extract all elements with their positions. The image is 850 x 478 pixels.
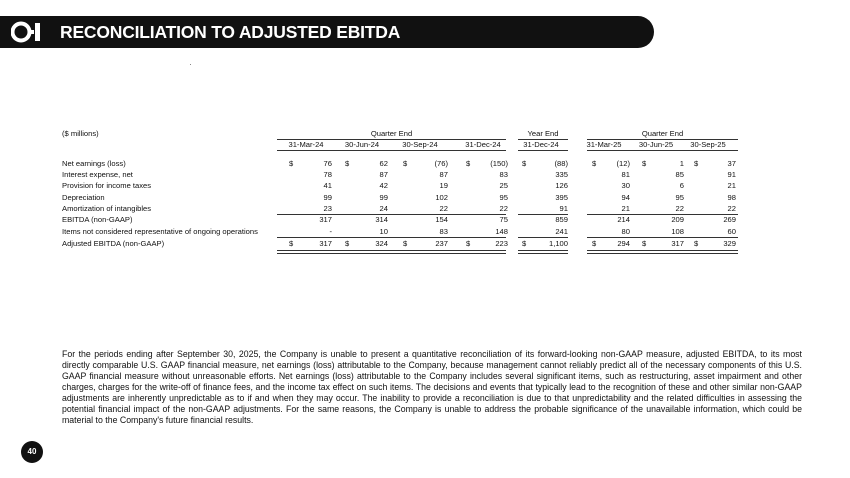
- group-header: Quarter End: [370, 129, 413, 138]
- table-cell: 30: [621, 181, 630, 190]
- column-header: 30-Sep-24: [402, 140, 438, 149]
- table-cell: 75: [499, 215, 508, 224]
- currency-symbol: $: [403, 239, 408, 248]
- table-cell: 91: [727, 170, 736, 179]
- table-cell: 317: [319, 239, 332, 248]
- table-cell: 1,100: [548, 239, 568, 248]
- currency-symbol: $: [522, 239, 527, 248]
- table-cell: 24: [379, 204, 388, 213]
- table-cell: 6: [679, 181, 684, 190]
- column-header: 31-Mar-25: [586, 140, 622, 149]
- table-cell: 859: [555, 215, 568, 224]
- table-cell: 269: [723, 215, 736, 224]
- table-cell: 317: [319, 215, 332, 224]
- table-cell: (88): [554, 159, 568, 168]
- currency-symbol: $: [642, 239, 647, 248]
- table-cell: 10: [379, 227, 388, 236]
- table-cell: (76): [434, 159, 448, 168]
- page-title: RECONCILIATION TO ADJUSTED EBITDA: [60, 22, 401, 42]
- unit-label: ($ millions): [62, 129, 99, 138]
- column-header: 31-Dec-24: [465, 140, 501, 149]
- currency-symbol: $: [403, 159, 408, 168]
- row-label: Amortization of intangibles: [62, 204, 152, 213]
- table-cell: 102: [435, 193, 448, 202]
- table-cell: 22: [439, 204, 448, 213]
- column-header: 30-Jun-24: [344, 140, 380, 149]
- table-cell: (12): [616, 159, 630, 168]
- table-cell: 126: [555, 181, 568, 190]
- table-cell: 294: [617, 239, 630, 248]
- row-label: Interest expense, net: [62, 170, 133, 179]
- table-cell: 99: [379, 193, 388, 202]
- currency-symbol: $: [522, 159, 527, 168]
- table-cell: 1: [679, 159, 684, 168]
- table-cell: 241: [555, 227, 568, 236]
- currency-symbol: $: [466, 239, 471, 248]
- table-cell: 21: [621, 204, 630, 213]
- column-header: 30-Jun-25: [638, 140, 674, 149]
- table-cell: 60: [727, 227, 736, 236]
- table-cell: 237: [435, 239, 448, 248]
- table-cell: 41: [323, 181, 332, 190]
- currency-symbol: $: [592, 159, 597, 168]
- table-cell: 395: [555, 193, 568, 202]
- table-cell: -: [329, 227, 332, 236]
- row-label: Depreciation: [62, 193, 105, 202]
- total-rule: [277, 237, 506, 238]
- table-cell: 324: [375, 239, 388, 248]
- table-cell: 214: [617, 215, 630, 224]
- table-cell: 83: [439, 227, 448, 236]
- table-cell: 87: [379, 170, 388, 179]
- currency-symbol: $: [694, 159, 699, 168]
- table-cell: 80: [621, 227, 630, 236]
- table-cell: 87: [439, 170, 448, 179]
- currency-symbol: $: [592, 239, 597, 248]
- table-cell: 42: [379, 181, 388, 190]
- table-cell: 91: [559, 204, 568, 213]
- table-cell: 154: [435, 215, 448, 224]
- double-underline: [587, 250, 738, 254]
- total-rule: [518, 237, 568, 238]
- table-cell: 99: [323, 193, 332, 202]
- group-header: Quarter End: [641, 129, 684, 138]
- table-cell: 98: [727, 193, 736, 202]
- forward-looking-note: For the periods ending after September 30, 2025, the Company is unable to present a quantitative reconciliation of its forward-looking non-GAAP measure, adjusted EBITDA, to its most directly comparable U.S. GAAP financial measure, net earnings (loss) attributable to the Company, because management cannot reliably predict all of the necessary components of this U.S. GAAP financial measure without unreasonable efforts. Net earnings (loss) attributable to the Company includes several significant items, such as restructuring, asset impairment and other charges, charges for the write-off of finance fees, and the income tax effect on such items. The decisions and events that typically lead to the recognition of these and other similar non-GAAP adjustments are inherently unpredictable as to if and when they may occur. The inability to provide a reconciliation is due to that unpredictability and the related difficulties in assessing the potential financial impact of the non-GAAP adjustments. For the same reasons, the Company is unable to address the probable significance of the unavailable information, which could be material to the Company's future financial results.: [62, 349, 802, 425]
- currency-symbol: $: [345, 239, 350, 248]
- header-rule: [587, 150, 738, 151]
- table-cell: 223: [495, 239, 508, 248]
- row-label: Provision for income taxes: [62, 181, 152, 190]
- table-cell: 95: [675, 193, 684, 202]
- currency-symbol: $: [466, 159, 471, 168]
- table-cell: 329: [723, 239, 736, 248]
- table-cell: 94: [621, 193, 630, 202]
- table-cell: 22: [675, 204, 684, 213]
- header-rule: [518, 150, 568, 151]
- row-label: Items not considered representative of ongoing operations: [62, 227, 258, 236]
- table-cell: 25: [499, 181, 508, 190]
- table-cell: 83: [499, 170, 508, 179]
- currency-symbol: $: [642, 159, 647, 168]
- currency-symbol: $: [289, 239, 294, 248]
- row-label: Adjusted EBITDA (non-GAAP): [62, 239, 165, 248]
- row-label: EBITDA (non-GAAP): [62, 215, 133, 224]
- table-cell: 37: [727, 159, 736, 168]
- table-cell: 22: [727, 204, 736, 213]
- table-cell: 85: [675, 170, 684, 179]
- table-cell: 78: [323, 170, 332, 179]
- table-cell: 76: [323, 159, 332, 168]
- currency-symbol: $: [345, 159, 350, 168]
- double-underline: [518, 250, 568, 254]
- table-cell: 335: [555, 170, 568, 179]
- table-cell: 23: [323, 204, 332, 213]
- header-rule: [277, 150, 506, 151]
- table-cell: 81: [621, 170, 630, 179]
- table-cell: 148: [495, 227, 508, 236]
- table-cell: 108: [671, 227, 684, 236]
- currency-symbol: $: [289, 159, 294, 168]
- table-cell: 317: [671, 239, 684, 248]
- double-underline: [277, 250, 506, 254]
- column-header: 30-Sep-25: [690, 140, 726, 149]
- total-rule: [587, 237, 738, 238]
- table-cell: 314: [375, 215, 388, 224]
- column-header: 31-Mar-24: [288, 140, 324, 149]
- table-cell: 62: [379, 159, 388, 168]
- table-cell: 22: [499, 204, 508, 213]
- table-cell: 95: [499, 193, 508, 202]
- table-cell: 21: [727, 181, 736, 190]
- table-cell: (150): [490, 159, 508, 168]
- table-cell: 19: [439, 181, 448, 190]
- column-header: 31-Dec-24: [523, 140, 559, 149]
- table-cell: 209: [671, 215, 684, 224]
- row-label: Net earnings (loss): [62, 159, 126, 168]
- currency-symbol: $: [694, 239, 699, 248]
- group-header: Year End: [527, 129, 559, 138]
- page-number: 40: [21, 441, 43, 463]
